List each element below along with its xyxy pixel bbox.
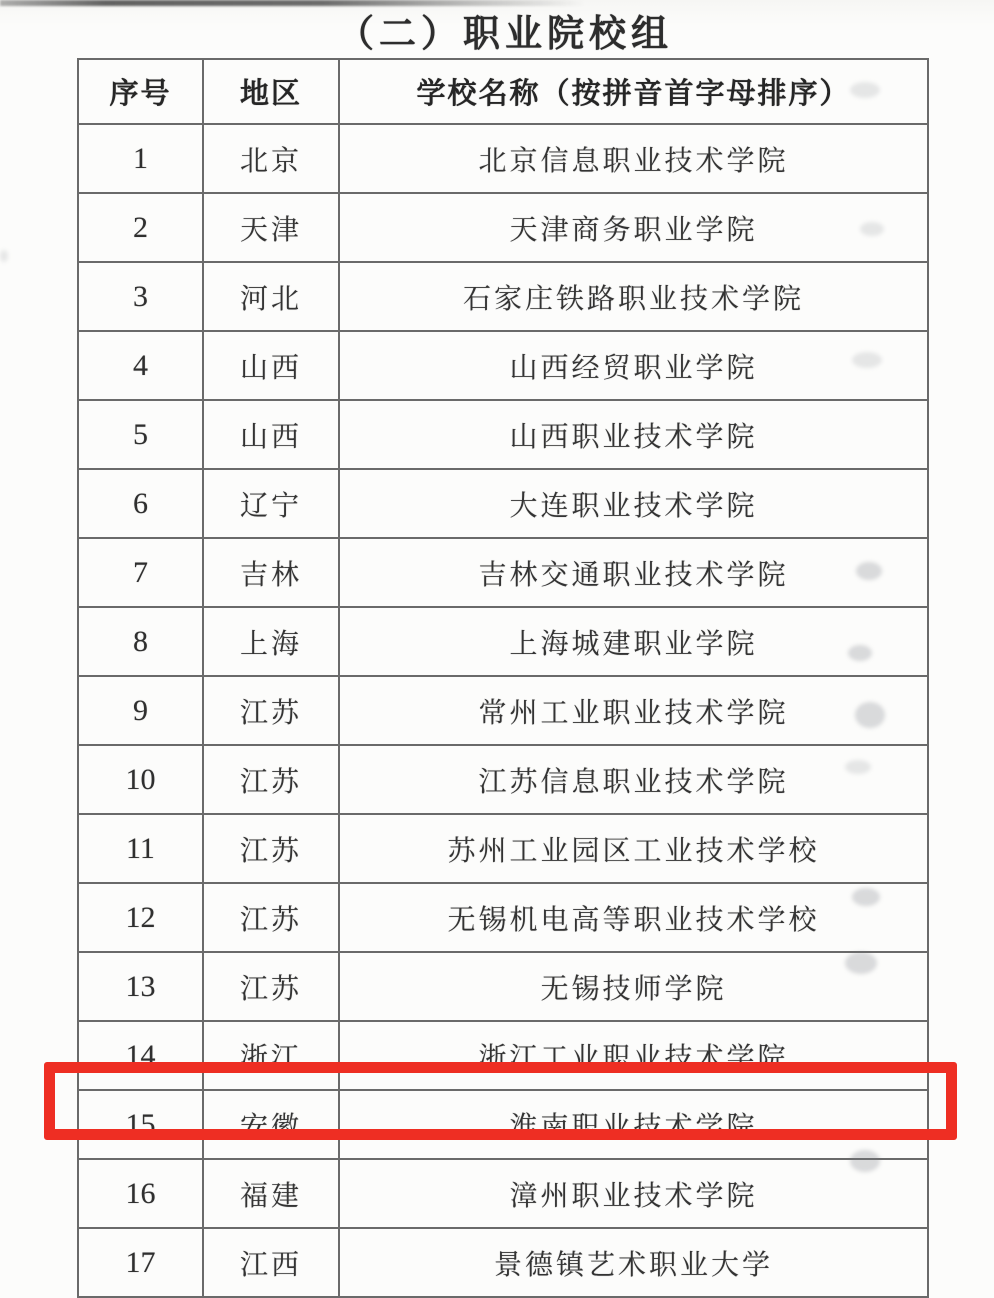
cell-number: 13 (78, 952, 203, 1021)
table-row (78, 1090, 928, 1159)
bleed-through-mark (856, 562, 882, 580)
cell-number: 7 (78, 538, 203, 607)
cell-number: 4 (78, 331, 203, 400)
cell-number: 8 (78, 607, 203, 676)
table-row (78, 331, 928, 400)
cell-school: 山西职业技术学院 (339, 400, 928, 469)
cell-region: 山西 (203, 331, 339, 400)
bleed-through-mark (852, 888, 880, 906)
cell-number: 11 (78, 814, 203, 883)
cell-region: 江苏 (203, 883, 339, 952)
cell-region: 江苏 (203, 676, 339, 745)
cell-number: 6 (78, 469, 203, 538)
bleed-through-mark (845, 760, 871, 774)
cell-region: 江西 (203, 1228, 339, 1297)
page-title: （二）职业院校组 (337, 14, 673, 55)
cell-number: 16 (78, 1159, 203, 1228)
cell-school: 浙江工业职业技术学院 (339, 1021, 928, 1090)
cell-number: 3 (78, 262, 203, 331)
cell-school: 苏州工业园区工业技术学校 (339, 814, 928, 883)
cell-region: 山西 (203, 400, 339, 469)
cell-region: 北京 (203, 124, 339, 193)
table-row (78, 1228, 928, 1297)
cell-region: 安徽 (203, 1090, 339, 1159)
bleed-through-mark (855, 702, 885, 728)
cell-region: 浙江 (203, 1021, 339, 1090)
cell-region: 福建 (203, 1159, 339, 1228)
bleed-through-mark (848, 645, 872, 661)
column-header-school: 学校名称（按拼音首字母排序） (339, 59, 928, 124)
school-table (77, 58, 929, 1298)
cell-number: 15 (78, 1090, 203, 1159)
cell-school: 漳州职业技术学院 (339, 1159, 928, 1228)
cell-region: 天津 (203, 193, 339, 262)
table-row (78, 676, 928, 745)
cell-region: 吉林 (203, 538, 339, 607)
cell-school: 吉林交通职业技术学院 (339, 538, 928, 607)
cell-school: 江苏信息职业技术学院 (339, 745, 928, 814)
cell-region: 上海 (203, 607, 339, 676)
cell-school: 无锡机电高等职业技术学校 (339, 883, 928, 952)
cell-school: 上海城建职业学院 (339, 607, 928, 676)
table-row (78, 745, 928, 814)
column-header-number: 序号 (78, 59, 203, 124)
cell-school: 淮南职业技术学院 (339, 1090, 928, 1159)
table-row (78, 469, 928, 538)
table-row (78, 193, 928, 262)
cell-school: 大连职业技术学院 (339, 469, 928, 538)
cell-school: 石家庄铁路职业技术学院 (339, 262, 928, 331)
scan-spot (0, 250, 8, 262)
table-row (78, 814, 928, 883)
table-row (78, 607, 928, 676)
bleed-through-mark (852, 352, 882, 368)
bleed-through-mark (845, 952, 877, 974)
cell-number: 2 (78, 193, 203, 262)
table-row (78, 400, 928, 469)
cell-number: 12 (78, 883, 203, 952)
cell-school: 无锡技师学院 (339, 952, 928, 1021)
column-header-region: 地区 (203, 59, 339, 124)
cell-region: 江苏 (203, 745, 339, 814)
table-header-row (78, 59, 928, 124)
cell-region: 辽宁 (203, 469, 339, 538)
table-row (78, 538, 928, 607)
bleed-through-mark (860, 222, 884, 236)
cell-number: 9 (78, 676, 203, 745)
cell-number: 5 (78, 400, 203, 469)
bleed-through-mark (850, 82, 880, 98)
cell-region: 江苏 (203, 814, 339, 883)
table-row (78, 1159, 928, 1228)
table-row (78, 124, 928, 193)
cell-number: 1 (78, 124, 203, 193)
cell-school: 山西经贸职业学院 (339, 331, 928, 400)
cell-region: 河北 (203, 262, 339, 331)
bleed-through-mark (850, 1150, 880, 1172)
table-row (78, 952, 928, 1021)
cell-school: 北京信息职业技术学院 (339, 124, 928, 193)
cell-school: 景德镇艺术职业大学 (339, 1228, 928, 1297)
cell-school: 常州工业职业技术学院 (339, 676, 928, 745)
cell-number: 14 (78, 1021, 203, 1090)
cell-number: 17 (78, 1228, 203, 1297)
table-row (78, 262, 928, 331)
table-row (78, 883, 928, 952)
table-row (78, 1021, 928, 1090)
cell-number: 10 (78, 745, 203, 814)
cell-region: 江苏 (203, 952, 339, 1021)
cell-school: 天津商务职业学院 (339, 193, 928, 262)
